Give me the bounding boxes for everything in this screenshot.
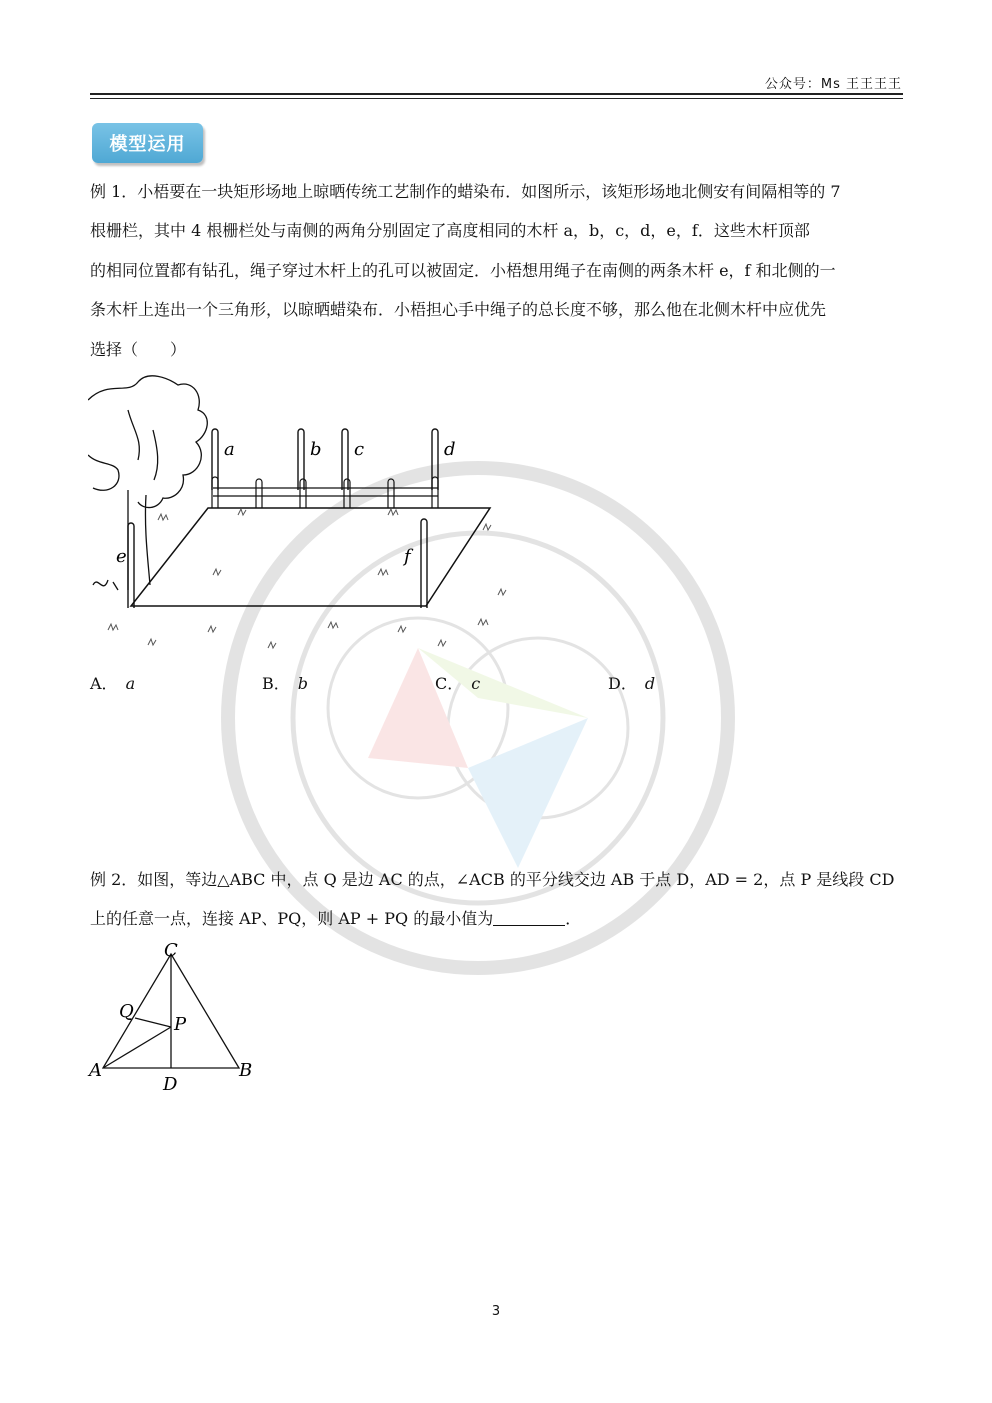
option-d xyxy=(608,671,655,694)
option-d-key: D． xyxy=(608,674,637,693)
page-number: 3 xyxy=(491,1304,501,1319)
field-figure xyxy=(88,370,518,660)
vertex-label-c: C xyxy=(164,940,178,961)
example1-line-2: 根栅栏，其中 4 根栅栏处与南侧的两角分别固定了高度相同的木杆 a，b，c，d，e，f．这些木杆顶部 xyxy=(90,221,810,240)
pole-label-f: f xyxy=(404,546,411,567)
pole-label-e: e xyxy=(116,546,127,567)
option-a-value: a xyxy=(125,674,136,693)
pole-label-b: b xyxy=(310,439,322,460)
segment-pq xyxy=(135,1018,171,1027)
option-d-value: d xyxy=(644,674,656,693)
option-a xyxy=(90,671,135,694)
example2-line-1: 例 2．如图，等边△ABC 中，点 Q 是边 AC 的点，∠ACB 的平分线交边 AB 于点 D，AD = 2，点 P 是线段 CD xyxy=(90,870,895,889)
triangle-figure xyxy=(86,938,266,1098)
vertex-label-q: Q xyxy=(119,1001,134,1022)
answer-blank xyxy=(493,907,565,926)
segment-ap xyxy=(103,1027,171,1068)
pole-label-d: d xyxy=(444,439,456,460)
option-b-key: B． xyxy=(262,674,290,693)
option-a-key: A． xyxy=(90,674,118,693)
vertex-label-a: A xyxy=(89,1060,102,1081)
option-b-value: b xyxy=(297,674,309,693)
tree-drawing xyxy=(88,376,207,590)
example1-line-4: 条木杆上连出一个三角形，以晾晒蜡染布．小梧担心手中绳子的总长度不够，那么他在北侧木杆中应优先 xyxy=(90,300,827,319)
pole-label-a: a xyxy=(224,439,235,460)
section-badge: 模型运用 xyxy=(92,123,203,163)
example2-line-2-text: 上的任意一点，连接 AP、PQ，则 AP + PQ 的最小值为 xyxy=(90,909,494,928)
option-b xyxy=(262,671,308,694)
pole-label-c: c xyxy=(354,439,365,460)
example2-line-2 xyxy=(90,899,905,939)
example1-line-5: 选择（ ） xyxy=(90,340,187,359)
fence-rails xyxy=(213,488,438,496)
vertex-label-b: B xyxy=(239,1060,253,1081)
header-rule-thick xyxy=(90,93,903,95)
field-outline xyxy=(131,508,490,606)
option-c-value: c xyxy=(471,674,481,693)
header-rule-thin xyxy=(90,98,903,99)
vertex-label-p: P xyxy=(174,1014,187,1035)
header-text: 公众号：Ms 王王王王 xyxy=(764,77,902,92)
vertex-label-d: D xyxy=(163,1074,178,1095)
example1-line-1: 例 1．小梧要在一块矩形场地上晾晒传统工艺制作的蜡染布．如图所示，该矩形场地北侧安有间隔相等的 7 xyxy=(90,182,841,201)
option-c-key: C． xyxy=(435,674,464,693)
example1-line-3: 的相同位置都有钻孔，绳子穿过木杆上的孔可以被固定．小梧想用绳子在南侧的两条木杆 e，f 和北侧的一 xyxy=(90,261,836,280)
grass-tufts xyxy=(108,509,506,648)
option-c xyxy=(435,671,480,694)
fence-posts xyxy=(212,477,438,508)
tall-poles xyxy=(128,429,438,608)
example2-line-2-end: ． xyxy=(565,909,582,928)
